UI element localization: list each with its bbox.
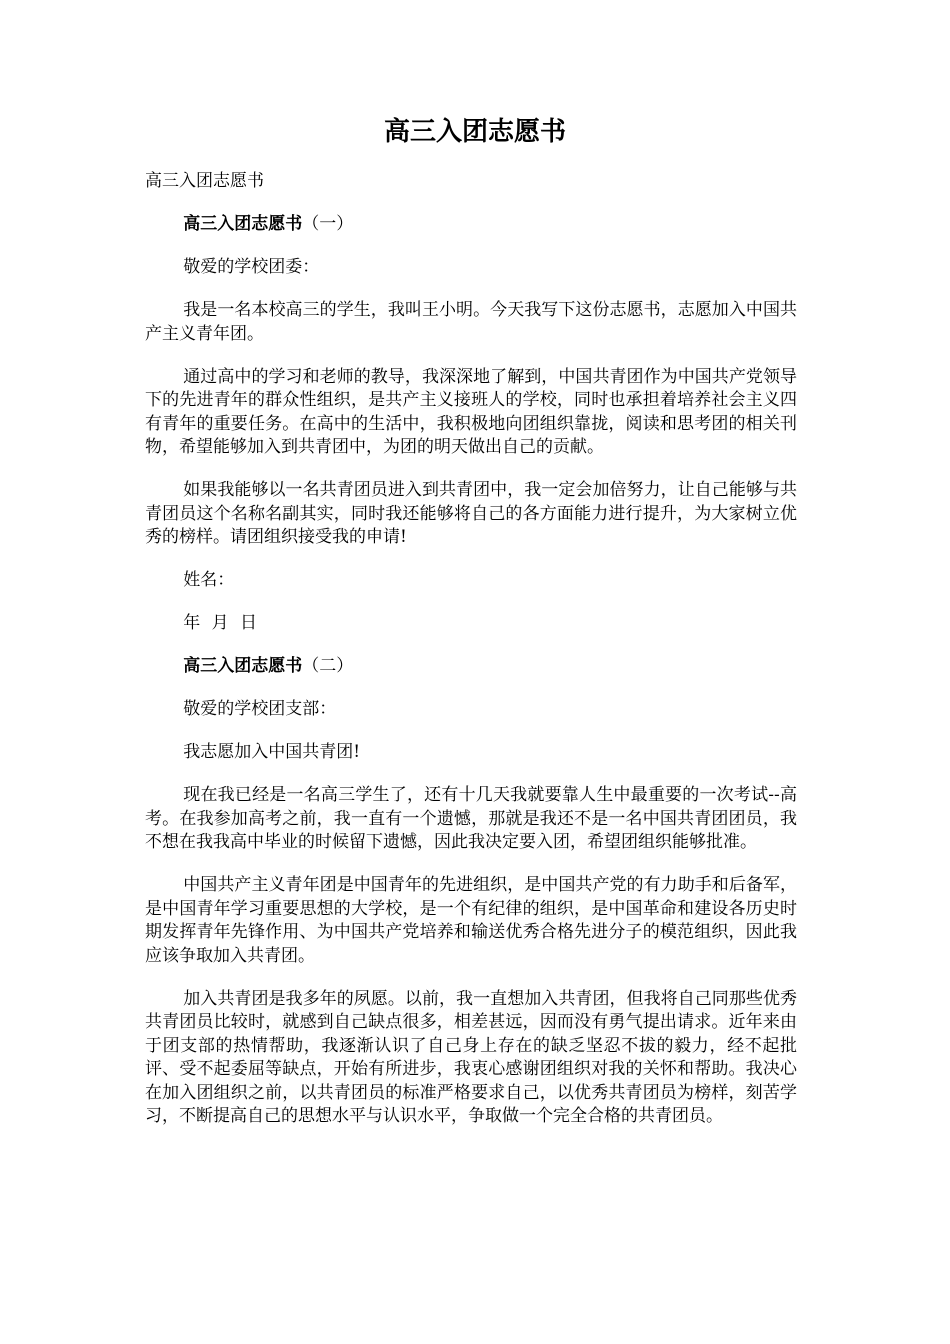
- letter1-name-line: 姓名：: [183, 570, 235, 590]
- letter2-paragraph: 中国共产主义青年团是中国青年的先进组织，是中国共产党的有力助手和后备军，是中国青年学习重要思想的大学校，是一个有纪律的组织，是中国革命和建设各历史时期发挥青年先锋作用、为中国共产党培养和输送优秀合格先进分子的模范组织，因此我应该争取加入共青团。: [145, 875, 797, 966]
- letter2-paragraph: 加入共青团是我多年的夙愿。以前，我一直想加入共青团，但我将自己同那些优秀共青团员比较时，就感到自己缺点很多，相差甚远，因而没有勇气提出请求。近年来由于团支部的热情帮助，我逐渐认识了自己身上存在的缺乏坚忍不拔的毅力，经不起批评、受不起委屈等缺点，开始有所进步，我衷心感谢团组织对我的关怀和帮助。我决心在加入团组织之前，以共青团员的标准严格要求自己，以优秀共青团员为榜样，刻苦学习，不断提高自己的思想水平与认识水平，争取做一个完全合格的共青团员。: [145, 988, 797, 1126]
- letter1-heading-bold: 高三入团志愿书: [183, 214, 303, 234]
- letter1-paragraph: 通过高中的学习和老师的教导，我深深地了解到，中国共青团作为中国共产党领导下的先进青年的群众性组织，是共产主义接班人的学校，同时也承担着培养社会主义四有青年的重要任务。在高中的生活中，我积极地向团组织靠拢，阅读和思考团的相关刊物，希望能够加入到共青团中，为团的明天做出自己的贡献。: [145, 366, 797, 457]
- letter1-heading-suffix: （一）: [302, 214, 354, 234]
- letter2-heading: [145, 655, 797, 679]
- letter2-heading-bold: 高三入团志愿书: [183, 656, 303, 676]
- letter1-salutation: 敬爱的学校团委：: [183, 257, 320, 277]
- letter2-paragraph: 我志愿加入中国共青团!: [183, 742, 361, 762]
- letter1-date-line: 年 月 日: [183, 613, 257, 633]
- letter2-heading-suffix: （二）: [302, 656, 354, 676]
- document-body: [145, 170, 797, 1148]
- letter1-paragraph: 我是一名本校高三的学生，我叫王小明。今天我写下这份志愿书，志愿加入中国共产主义青年团。: [145, 300, 797, 344]
- letter1-heading: [145, 213, 797, 237]
- letter1-paragraph: 如果我能够以一名共青团员进入到共青团中，我一定会加倍努力，让自己能够与共青团员这个名称名副其实，同时我还能够将自己的各方面能力进行提升，为大家树立优秀的榜样。请团组织接受我的申请!: [145, 480, 797, 547]
- document-title: 高三入团志愿书: [383, 117, 566, 147]
- document-subtitle: 高三入团志愿书: [145, 171, 264, 191]
- letter2-salutation: 敬爱的学校团支部：: [183, 699, 337, 719]
- letter2-paragraph: 现在我已经是一名高三学生了，还有十几天我就要靠人生中最重要的一次考试--高考。在我参加高考之前，我一直有一个遗憾，那就是我还不是一名中国共青团团员，我不想在我我高中毕业的时候留下遗憾，因此我决定要入团，希望团组织能够批准。: [145, 785, 797, 852]
